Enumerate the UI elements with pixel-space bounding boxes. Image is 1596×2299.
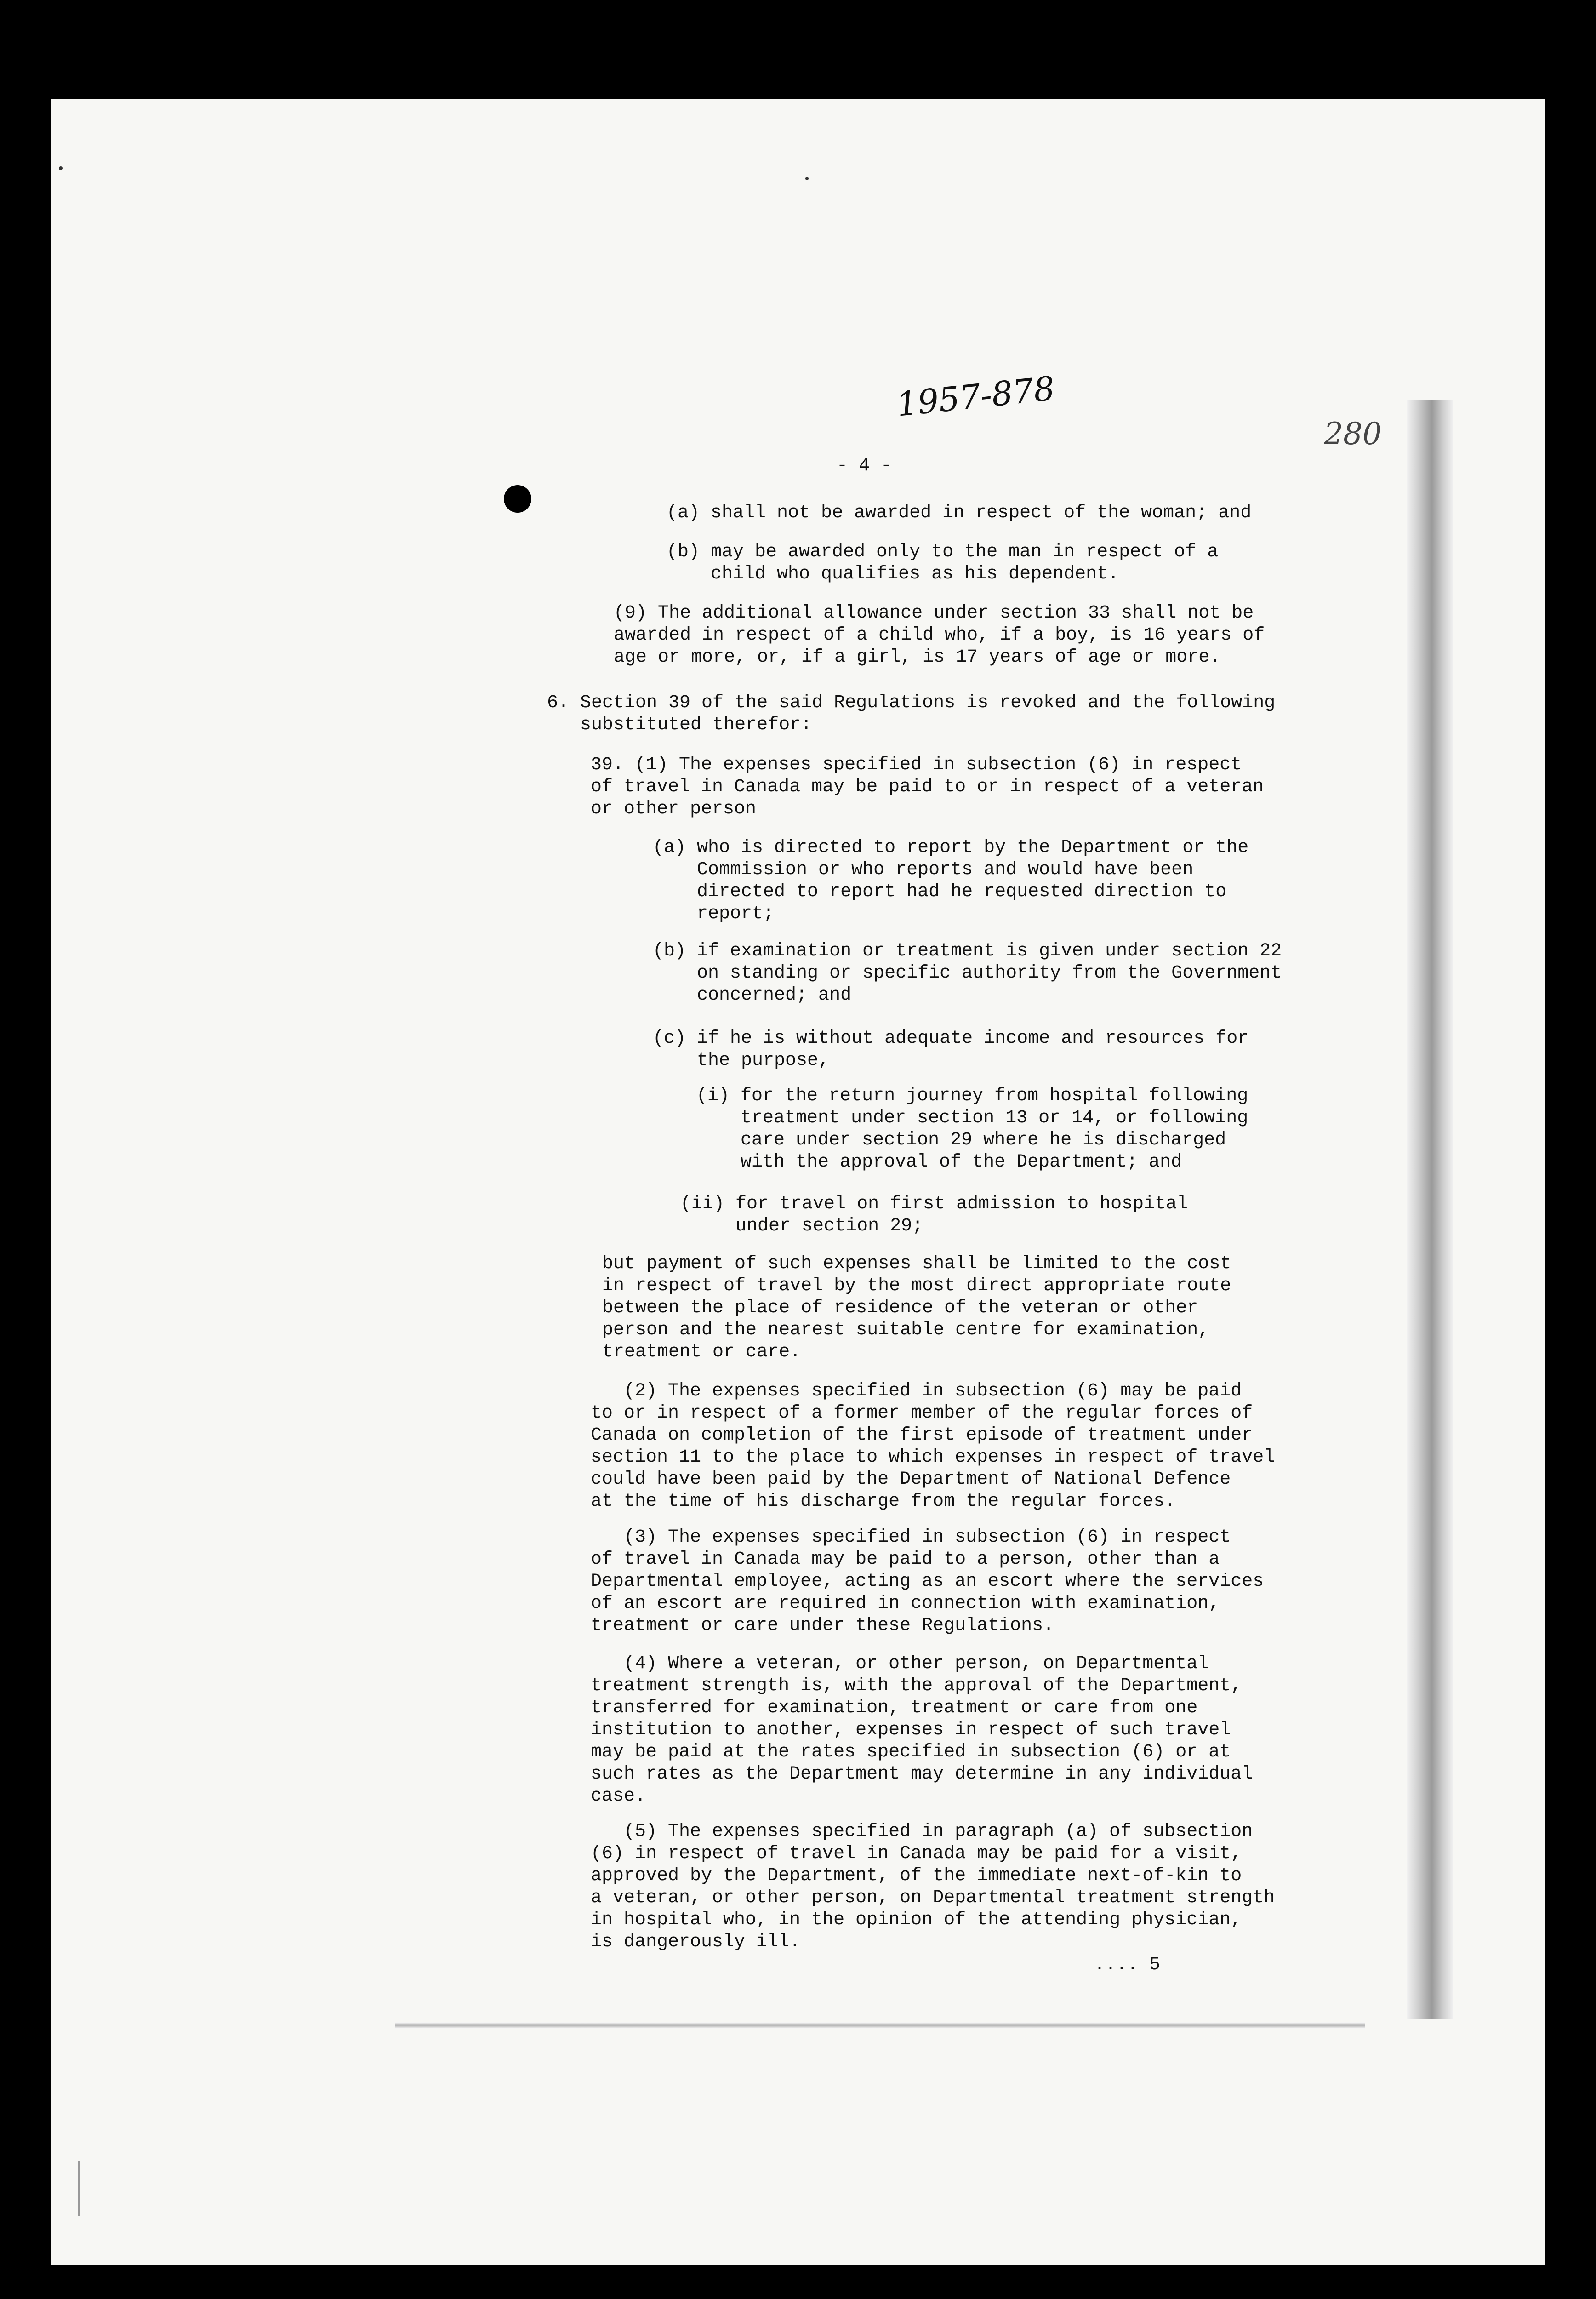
subparagraph-ii: (ii) for travel on first admission to hospital under section 29; [680,1194,1188,1236]
paragraph-a: (a) who is directed to report by the Department or the Commission or who reports and would have been directed to report had he requested direction to report; [653,837,1249,924]
continuation-marker: .... 5 [1094,1955,1161,1975]
paragraph-c: (c) if he is without adequate income and resources for the purpose, [653,1028,1249,1071]
punch-hole [504,485,531,513]
subsection-4: (4) Where a veteran, or other person, on Departmental treatment strength is, with the approval of the Department, transferred for examination, treatment or care from one institution to another, expenses in respect of such travel may be paid at the rates specified in subsection (6) or at such rates as the Department may determine in any individual case. [591,1653,1253,1807]
scan-speck [59,166,63,170]
subsection-39-1: 39. (1) The expenses specified in subsection (6) in respect of travel in Canada may be paid to or in respect of a veteran or other person [591,755,1264,819]
handwritten-reference: 1957-878 [895,369,1057,424]
handwritten-page-number: 280 [1324,416,1382,452]
scan-artifact-line [78,2161,80,2216]
section-6-heading: 6. Section 39 of the said Regulations is revoked and the following substituted therefor: [547,692,1276,735]
subsection-5: (5) The expenses specified in paragraph (a) of subsection (6) in respect of travel in Canada may be paid for a visit, approved by the Department, of the immediate next-of-kin to a veteran, or other person, on Departmental treatment strength in hospital who, in the opinion of the attending physician, is dangerously ill. [591,1821,1275,1952]
clause-a-woman: (a) shall not be awarded in respect of the woman; and [667,503,1252,523]
subsection-9: (9) The additional allowance under section 33 shall not be awarded in respect of a child who, if a boy, is 16 years of age or more, or, if a girl, is 17 years of age or more. [614,603,1265,668]
paragraph-b: (b) if examination or treatment is given under section 22 on standing or specific authority from the Government concerned; and [653,941,1282,1006]
page-number: - 4 - [837,456,892,476]
page-bottom-edge [395,2022,1365,2029]
subparagraph-i: (i) for the return journey from hospital following treatment under section 13 or 14, or following care under section 29 where he is discharged with the approval of the Department; and [696,1086,1248,1172]
limitation-paragraph: but payment of such expenses shall be limited to the cost in respect of travel by the most direct appropriate route between the place of residence of the veteran or other person and the nearest suitable centre for examination, treatment or care. [602,1253,1231,1362]
scan-speck [805,177,809,180]
subsection-3: (3) The expenses specified in subsection (6) in respect of travel in Canada may be paid to a person, other than a Departmental employee, acting as an escort where the services of an escort are required in connection with examination, treatment or care under these Regulations. [591,1527,1264,1636]
clause-b-child: (b) may be awarded only to the man in respect of a child who qualifies as his dependent. [667,542,1219,584]
subsection-2: (2) The expenses specified in subsection (6) may be paid to or in respect of a former member of the regular forces of Canada on completion of the first episode of treatment under section 11 to the place to which expenses in respect of travel could have been paid by the Department of National Defence at the time of his discharge from the regular forces. [591,1381,1275,1512]
page-edge-shadow [1407,400,1453,2019]
